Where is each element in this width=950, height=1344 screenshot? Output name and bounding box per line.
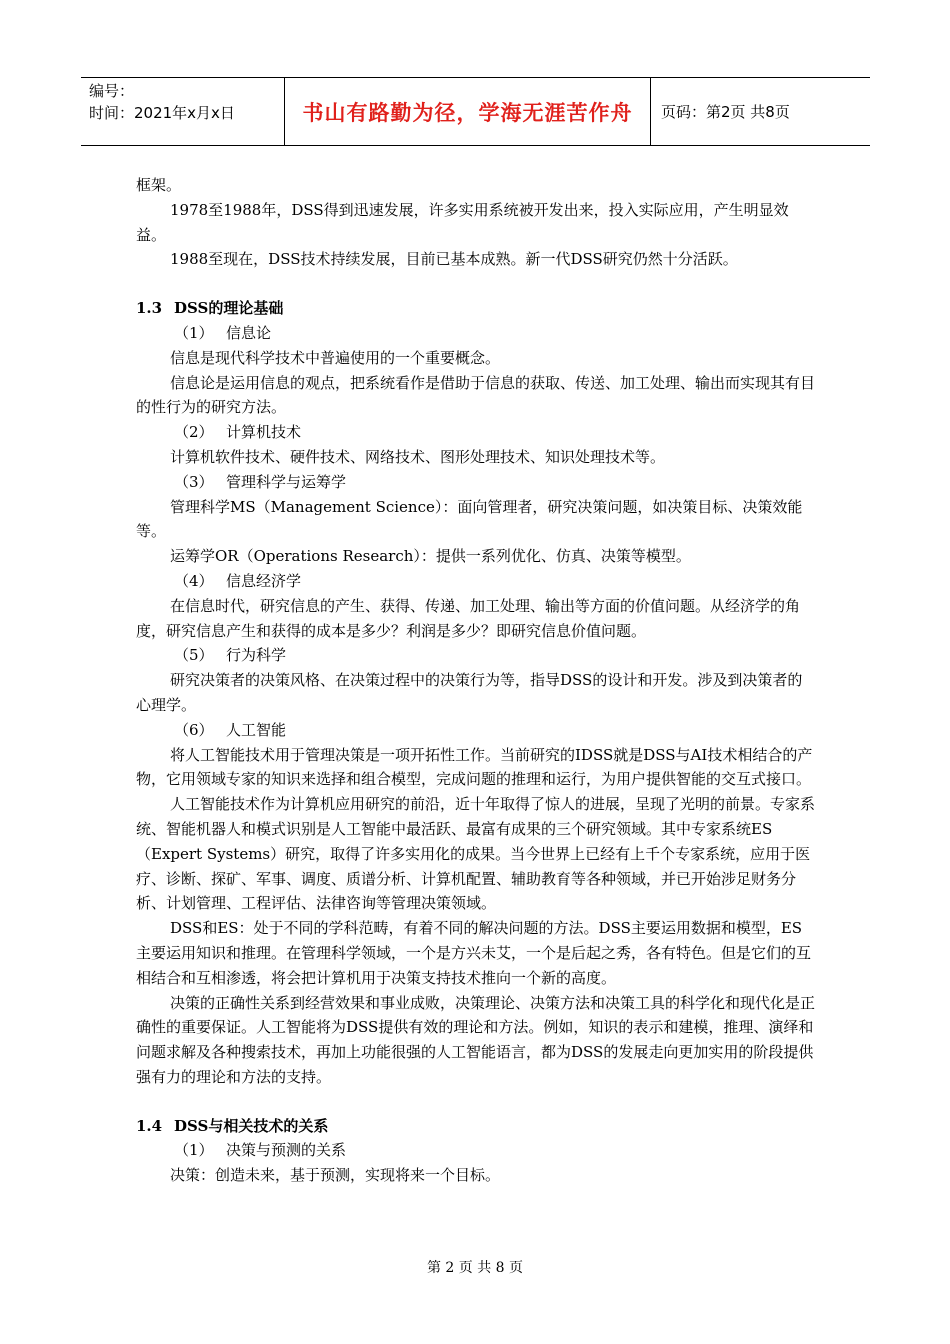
section-number: 1.3: [136, 299, 163, 318]
header-page-info-cell: [651, 78, 870, 145]
list-item-label: 信息论: [226, 323, 272, 342]
list-item: [136, 1138, 816, 1163]
paragraph: 将人工智能技术用于管理决策是一项开拓性工作。当前研究的IDSS就是DSS与AI技术相结合的产物，它用领域专家的知识来选择和组合模型，完成问题的推理和运行，为用户提供智能的交互式接口。: [136, 745, 813, 789]
list-item: [136, 420, 816, 445]
list-item-number: （2）: [174, 423, 214, 442]
list-item-label: 信息经济学: [226, 571, 302, 590]
list-item-label: 计算机技术: [226, 423, 302, 442]
section-heading: [136, 1114, 816, 1139]
paragraph: 决策的正确性关系到经营效果和事业成败，决策理论、决策方法和决策工具的科学化和现代化是正确性的重要保证。人工智能将为DSS提供有效的理论和方法。例如，知识的表示和建模，推理、演绎和问题求解及各种搜索技术，再加上功能很强的人工智能语言，都为DSS的发展走向更加实用的阶段提供强有力的理论和方法的支持。: [136, 993, 816, 1086]
list-item: [136, 321, 816, 346]
list-item-number: （5）: [174, 646, 214, 665]
list-item-number: （1）: [174, 323, 214, 342]
header-meta: [81, 78, 284, 145]
header-motto: 书山有路勤为径，学海无涯苦作舟: [302, 100, 633, 125]
section-number: 1.4: [136, 1116, 163, 1135]
paragraph: 管理科学MS（Management Science）：面向管理者，研究决策问题，如决策目标、决策效能等。: [136, 497, 803, 541]
paragraph: 在信息时代，研究信息的产生、获得、传递、加工处理、输出等方面的价值问题。从经济学的角度，研究信息产生和获得的成本是多少？利润是多少？即研究信息价值问题。: [136, 596, 801, 640]
list-item-number: （6）: [174, 720, 214, 739]
list-item-number: （3）: [174, 472, 214, 491]
paragraph: 人工智能技术作为计算机应用研究的前沿，近十年取得了惊人的进展，呈现了光明的前景。专家系统、智能机器人和模式识别是人工智能中最活跃、最富有成果的三个研究领域。其中专家系统ES（Expert Systems）研究，取得了许多实用化的成果。当今世界上已经有上千个专家系统，应用于医疗、诊断、探矿、军事、调度、质谱分析、计算机配置、辅助教育等各种领域，并已开始涉足财务分析、计划管理、工程评估、法律咨询等管理决策领域。: [136, 795, 816, 913]
list-item-label: 行为科学: [226, 646, 287, 665]
paragraph: 1988至现在，DSS技术持续发展，目前已基本成熟。新一代DSS研究仍然十分活跃。: [170, 250, 738, 269]
list-item: [136, 718, 816, 743]
list-item-label: 管理科学与运筹学: [226, 472, 347, 491]
paragraph: 计算机软件技术、硬件技术、网络技术、图形处理技术、知识处理技术等。: [170, 447, 666, 466]
list-item-number: （1）: [174, 1141, 214, 1160]
document-number-label: 编号：: [89, 82, 135, 100]
paragraph: 运筹学OR（Operations Research）：提供一系列优化、仿真、决策等模型。: [170, 547, 691, 566]
header-motto-cell: [284, 78, 651, 145]
list-item-label: 人工智能: [226, 720, 287, 739]
page-header: [81, 77, 870, 146]
section-title: DSS的理论基础: [174, 299, 284, 318]
document-time-label: 时间：2021年x月x日: [89, 104, 235, 122]
list-item: [136, 569, 816, 594]
list-item-number: （4）: [174, 571, 214, 590]
section-title: DSS与相关技术的关系: [174, 1116, 329, 1135]
document-body: [136, 173, 816, 1188]
list-item: [136, 470, 816, 495]
paragraph-continuation: 框架。: [136, 176, 182, 194]
page-footer: 第 2 页 共 8 页: [426, 1260, 524, 1276]
paragraph: 研究决策者的决策风格、在决策过程中的决策行为等，指导DSS的设计和开发。涉及到决策者的心理学。: [136, 671, 803, 714]
paragraph: 1978至1988年，DSS得到迅速发展，许多实用系统被开发出来，投入实际应用，产生明显效益。: [136, 200, 789, 244]
paragraph: 信息是现代科学技术中普遍使用的一个重要概念。: [170, 348, 501, 367]
list-item-label: 决策与预测的关系: [226, 1141, 347, 1160]
header-page-info: 页码：第2页 共8页: [661, 103, 790, 121]
paragraph: DSS和ES：处于不同的学科范畴，有着不同的解决问题的方法。DSS主要运用数据和模型，ES主要运用知识和推理。在管理科学领域，一个是方兴未艾，一个是后起之秀，各有特色。但是它们的互相结合和互相渗透，将会把计算机用于决策支持技术推向一个新的高度。: [136, 919, 812, 987]
paragraph: 决策：创造未来，基于预测，实现将来一个目标。: [170, 1166, 501, 1185]
list-item: [136, 643, 816, 668]
section-heading: [136, 296, 816, 321]
paragraph: 信息论是运用信息的观点，把系统看作是借助于信息的获取、传送、加工处理、输出而实现其有目的性行为的研究方法。: [136, 373, 816, 417]
